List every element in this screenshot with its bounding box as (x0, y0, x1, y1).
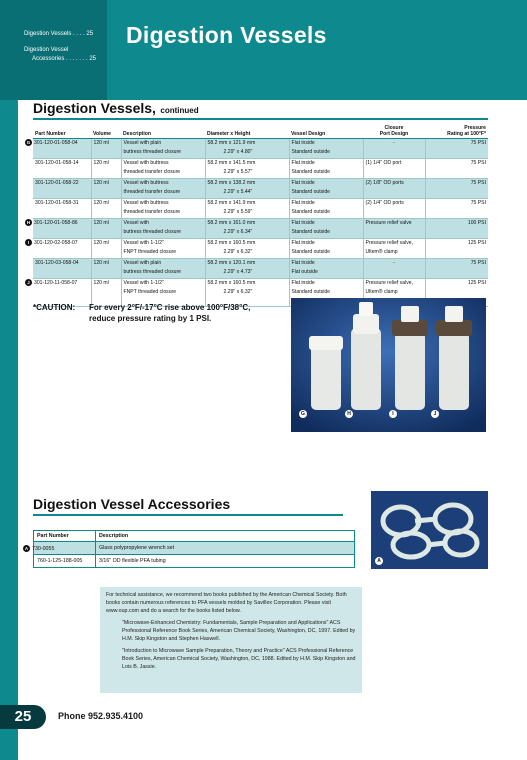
cell-pressure: 125 PSI (425, 239, 488, 259)
caution-line-2: reduce pressure rating by 1 PSI. (89, 314, 212, 323)
cell-vessel-design: Flat inside Standard outside (289, 159, 363, 179)
toc-panel (0, 0, 107, 100)
toc-item-accessories-line1[interactable]: Digestion Vessel (24, 47, 69, 53)
row-marker: A (24, 545, 29, 551)
section-heading-vessels (33, 100, 199, 118)
cell-closure: Pressure relief valve (363, 219, 425, 239)
cell-pressure: 125 PSI (425, 279, 488, 307)
cell-part-number: 760-1-125-188-005 (34, 555, 96, 568)
caution-label: *CAUTION: (33, 303, 76, 312)
cell-part-number: J 301-120-11-058-07 (33, 279, 91, 307)
cell-pressure: 75 PSI (425, 259, 488, 279)
cell-dimensions: 58.2 mm x 161.0 mm 2.29" x 6.34" (205, 219, 289, 239)
row-marker: H (26, 220, 31, 225)
col-pressure: Pressure Rating at 100°F* (425, 124, 488, 139)
section-title: Digestion Vessel Accessories (33, 496, 231, 512)
cell-volume: 120 ml (91, 139, 121, 159)
cell-pressure: 75 PSI (425, 199, 488, 219)
cell-dimensions: 58.2 mm x 141.9 mm 2.29" x 5.59" (205, 199, 289, 219)
col-dimensions: Diameter x Height (205, 124, 289, 139)
cell-closure: Pressure relief valve, Ultem® clamp (363, 239, 425, 259)
cell-description: Glass polypropylene wrench set (96, 542, 355, 555)
cell-closure: - (363, 139, 425, 159)
cell-vessel-design: Flat inside Standard outside (289, 199, 363, 219)
row-marker: I (25, 239, 32, 246)
cell-closure: (2) 1/8" OD ports (363, 179, 425, 199)
col-volume: Volume (91, 124, 121, 139)
cell-vessel-design: Flat inside Standard outside (289, 139, 363, 159)
cell-description: Vessel with plain buttress threaded closure (121, 259, 205, 279)
toc-item-accessories-line2[interactable]: Accessories . . . . . . . 25 (32, 56, 97, 62)
cell-vessel-design: Flat inside Flat outside (289, 259, 363, 279)
cell-vessel-design: Flat inside Standard outside (289, 219, 363, 239)
side-strip (0, 100, 18, 760)
wrench-photo (371, 491, 488, 569)
section-heading-accessories (33, 496, 230, 514)
col-closure: Closure Port Design (363, 124, 425, 139)
col-description: Description (96, 531, 355, 542)
cell-pressure: 75 PSI (425, 159, 488, 179)
book-reference-2: "Introduction to Microwave Sample Preparation, Theory and Practice" ACS Professional Reference Book Series, American Chemical Society, Washington, DC, 1988. Edited by H.M. Skip Kingston and Lois B. Jassie. (122, 648, 356, 670)
section-rule (33, 118, 488, 120)
photo-label-h: H (345, 410, 353, 418)
info-box (100, 587, 362, 693)
cell-volume: 120 ml (91, 259, 121, 279)
table-header-row (33, 124, 488, 139)
col-description: Description (121, 124, 205, 139)
cell-pressure: 75 PSI (425, 179, 488, 199)
cell-pressure: 100 PSI (425, 219, 488, 239)
cell-description: Vessel with plain buttress threaded closure (121, 139, 205, 159)
page-number: 25 (0, 705, 46, 729)
cell-vessel-design: Flat inside Standard outside (289, 179, 363, 199)
cell-volume: 120 ml (91, 179, 121, 199)
cell-pressure: 75 PSI (425, 139, 488, 159)
vessels-photo (291, 298, 486, 432)
cell-vessel-design: Flat inside Standard outside (289, 239, 363, 259)
cell-part-number: 301-120-01-058-14 (33, 159, 91, 179)
cell-part-number: H 301-120-01-058-86 (33, 219, 91, 239)
photo-label-g: G (299, 410, 307, 418)
cell-volume: 120 ml (91, 279, 121, 307)
cell-description: Vessel with 1-1/2" FNPT threaded closure (121, 239, 205, 259)
cell-description: Vessel with buttress threaded closure (121, 219, 205, 239)
section-title: Digestion Vessels, (33, 100, 156, 116)
table-row (33, 199, 488, 219)
cell-volume: 120 ml (91, 239, 121, 259)
photo-label-i: I (389, 410, 397, 418)
section-rule (33, 514, 343, 516)
toc-item-digestion-vessels[interactable]: Digestion Vessels . . . . 25 (24, 31, 94, 37)
table-header-row (34, 531, 355, 542)
table-row (33, 219, 488, 239)
col-part-number: Part Number (33, 124, 91, 139)
cell-closure: - (363, 259, 425, 279)
info-paragraph: For technical assistance, we recommend two books published by the American Chemical Society. Both books contain numerous references to PFA vessels molded by Savillex Corporation. Please visit www.oup.com and do a search for the books listed below. (106, 592, 347, 614)
section-subtitle: continued (160, 106, 199, 115)
cell-part-number: A 730-0055 (34, 542, 96, 555)
page-title: Digestion Vessels (126, 22, 327, 48)
cell-closure: (1) 1/4" OD port (363, 159, 425, 179)
cell-vessel-design: Flat inside Standard outside (289, 279, 363, 307)
cell-dimensions: 58.2 mm x 141.5 mm 2.29" x 5.57" (205, 159, 289, 179)
cell-description: Vessel with buttress threaded transfer closure (121, 179, 205, 199)
cell-description: Vessel with 1-1/2" FNPT threaded closure (121, 279, 205, 307)
cell-part-number: 301-120-01-058-22 (33, 179, 91, 199)
cell-description: Vessel with buttress threaded transfer closure (121, 159, 205, 179)
cell-description: 3/16" OD flexible PFA tubing (96, 555, 355, 568)
page-header (0, 0, 527, 100)
cell-volume: 120 ml (91, 199, 121, 219)
caution-note (33, 302, 250, 324)
row-marker: J (25, 279, 32, 286)
table-row (33, 139, 488, 159)
table-row (33, 159, 488, 179)
wrench-illustration (371, 491, 488, 569)
table-row (33, 259, 488, 279)
photo-label-j: J (431, 410, 439, 418)
table-row (33, 239, 488, 259)
cell-volume: 120 ml (91, 159, 121, 179)
row-marker: G (26, 140, 31, 145)
cell-part-number: 301-120-03-058-04 (33, 259, 91, 279)
cell-volume: 120 ml (91, 219, 121, 239)
cell-dimensions: 58.2 mm x 121.9 mm 2.29" x 4.80" (205, 139, 289, 159)
accessories-table (24, 530, 355, 568)
cell-part-number: I 301-120-02-058-07 (33, 239, 91, 259)
caution-line-1: For every 2°F/-17°C rise above 100°F/38°C, (89, 303, 251, 312)
vessels-table (26, 124, 488, 307)
cell-description: Vessel with buttress threaded transfer closure (121, 199, 205, 219)
table-row (34, 555, 355, 568)
table-row (34, 542, 355, 555)
table-row (33, 179, 488, 199)
cell-part-number: 301-120-01-058-31 (33, 199, 91, 219)
cell-closure: (2) 1/4" OD ports (363, 199, 425, 219)
photo-label-a: A (375, 557, 383, 565)
cell-dimensions: 58.2 mm x 120.1 mm 2.29" x 4.73" (205, 259, 289, 279)
cell-dimensions: 58.2 mm x 138.2 mm 2.29" x 5.44" (205, 179, 289, 199)
col-part-number: Part Number (34, 531, 96, 542)
col-vessel-design: Vessel Design (289, 124, 363, 139)
cell-dimensions: 58.2 mm x 160.5 mm 2.29" x 6.32" (205, 239, 289, 259)
cell-closure: Pressure relief valve, Ultem® clamp (363, 279, 425, 307)
cell-dimensions: 58.2 mm x 160.5 mm 2.29" x 6.32" (205, 279, 289, 307)
book-reference-1: "Microwave-Enhanced Chemistry: Fundamentals, Sample Preparation and Applications" ACS Professional Reference Book Series, American Chemical Society, Washington, DC, 1997. Edited by H.M. Skip Kingston and Stephen Haswell. (122, 620, 356, 642)
cell-part-number: G 301-120-01-058-04 (33, 139, 91, 159)
phone-number: Phone 952.935.4100 (58, 711, 144, 721)
